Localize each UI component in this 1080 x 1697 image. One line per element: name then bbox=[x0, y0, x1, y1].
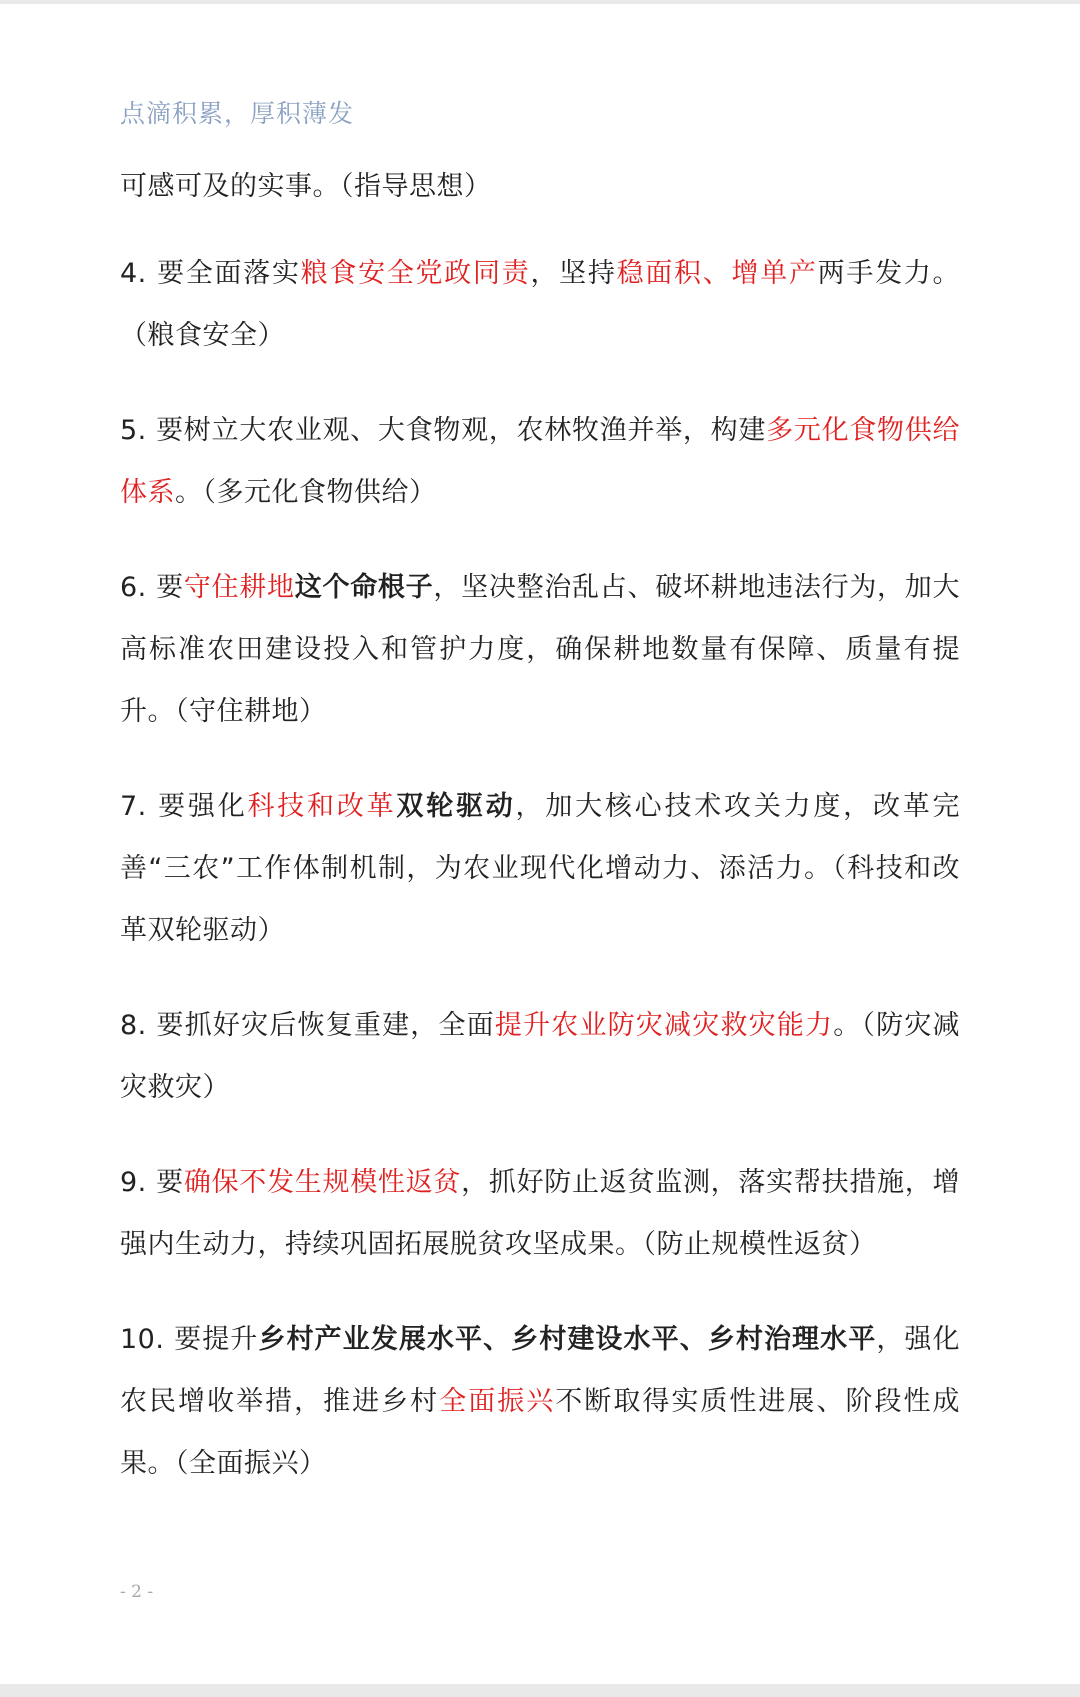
body-text: 5. 要树立大农业观、大食物观，农林牧渔并举，构建 bbox=[120, 415, 767, 446]
bold-text: 双轮驱动 bbox=[396, 791, 516, 822]
body-text: 4. 要全面落实 bbox=[120, 258, 301, 289]
body-text: 。（多元化食物供给） bbox=[175, 477, 437, 508]
body-text: 7. 要强化 bbox=[120, 791, 248, 822]
body-text: ，抓好防止返贫监测，落实帮扶措施，增强内生动力，持续巩固拓展脱贫攻坚成果。（防止规模性返贫） bbox=[120, 1167, 961, 1260]
paragraph-item-6 bbox=[120, 557, 960, 743]
highlighted-red-text: 确保不发生规模性返贫 bbox=[183, 1167, 462, 1198]
highlighted-red-text: 稳面积、增单产 bbox=[616, 258, 818, 289]
body-text: ，强化农民增收举措，推进乡村 bbox=[120, 1324, 961, 1417]
paragraph-continuation bbox=[120, 156, 960, 218]
page-number: - 2 - bbox=[120, 1582, 154, 1602]
highlighted-red-text: 粮食安全党政同责 bbox=[300, 258, 531, 289]
document-page bbox=[0, 4, 1080, 1684]
highlighted-red-text: 提升农业防灾减灾救灾能力 bbox=[494, 1010, 834, 1041]
body-text: ，坚决整治乱占、破坏耕地违法行为，加大高标准农田建设投入和管护力度，确保耕地数量有保障、质量有提升。（守住耕地） bbox=[120, 572, 961, 727]
highlighted-red-text: 全面振兴 bbox=[439, 1386, 556, 1417]
body-text: ，坚持 bbox=[530, 258, 617, 289]
body-text: 。（防灾减灾救灾） bbox=[120, 1010, 961, 1103]
body-text: 6. 要 bbox=[120, 572, 184, 603]
paragraph-item-9 bbox=[120, 1152, 960, 1276]
header-note: 点滴积累，厚积薄发 bbox=[120, 99, 355, 128]
paragraph-item-8 bbox=[120, 995, 960, 1119]
document-body bbox=[120, 156, 960, 1528]
highlighted-red-text: 科技和改革 bbox=[247, 791, 397, 822]
bold-text: 这个命根子 bbox=[294, 572, 434, 603]
body-text: 10. 要提升 bbox=[120, 1324, 259, 1355]
body-text: 不断取得实质性进展、阶段性成果。（全面振兴） bbox=[120, 1386, 961, 1479]
paragraph-item-10 bbox=[120, 1309, 960, 1495]
bold-text: 乡村产业发展水平、乡村建设水平、乡村治理水平 bbox=[258, 1324, 877, 1355]
highlighted-red-text: 守住耕地 bbox=[183, 572, 295, 603]
paragraph-item-5 bbox=[120, 400, 960, 524]
body-text: 两手发力。（粮食安全） bbox=[120, 258, 961, 351]
body-text: 可感可及的实事。（指导思想） bbox=[120, 171, 492, 202]
body-text: 9. 要 bbox=[120, 1167, 184, 1198]
highlighted-red-text: 多元化食物供给体系 bbox=[120, 415, 961, 508]
body-text: ，加大核心技术攻关力度，改革完善“三农”工作体制机制，为农业现代化增动力、添活力。（科技和改革双轮驱动） bbox=[120, 791, 961, 946]
paragraph-item-4 bbox=[120, 243, 960, 367]
paragraph-item-7 bbox=[120, 776, 960, 962]
body-text: 8. 要抓好灾后恢复重建，全面 bbox=[120, 1010, 495, 1041]
